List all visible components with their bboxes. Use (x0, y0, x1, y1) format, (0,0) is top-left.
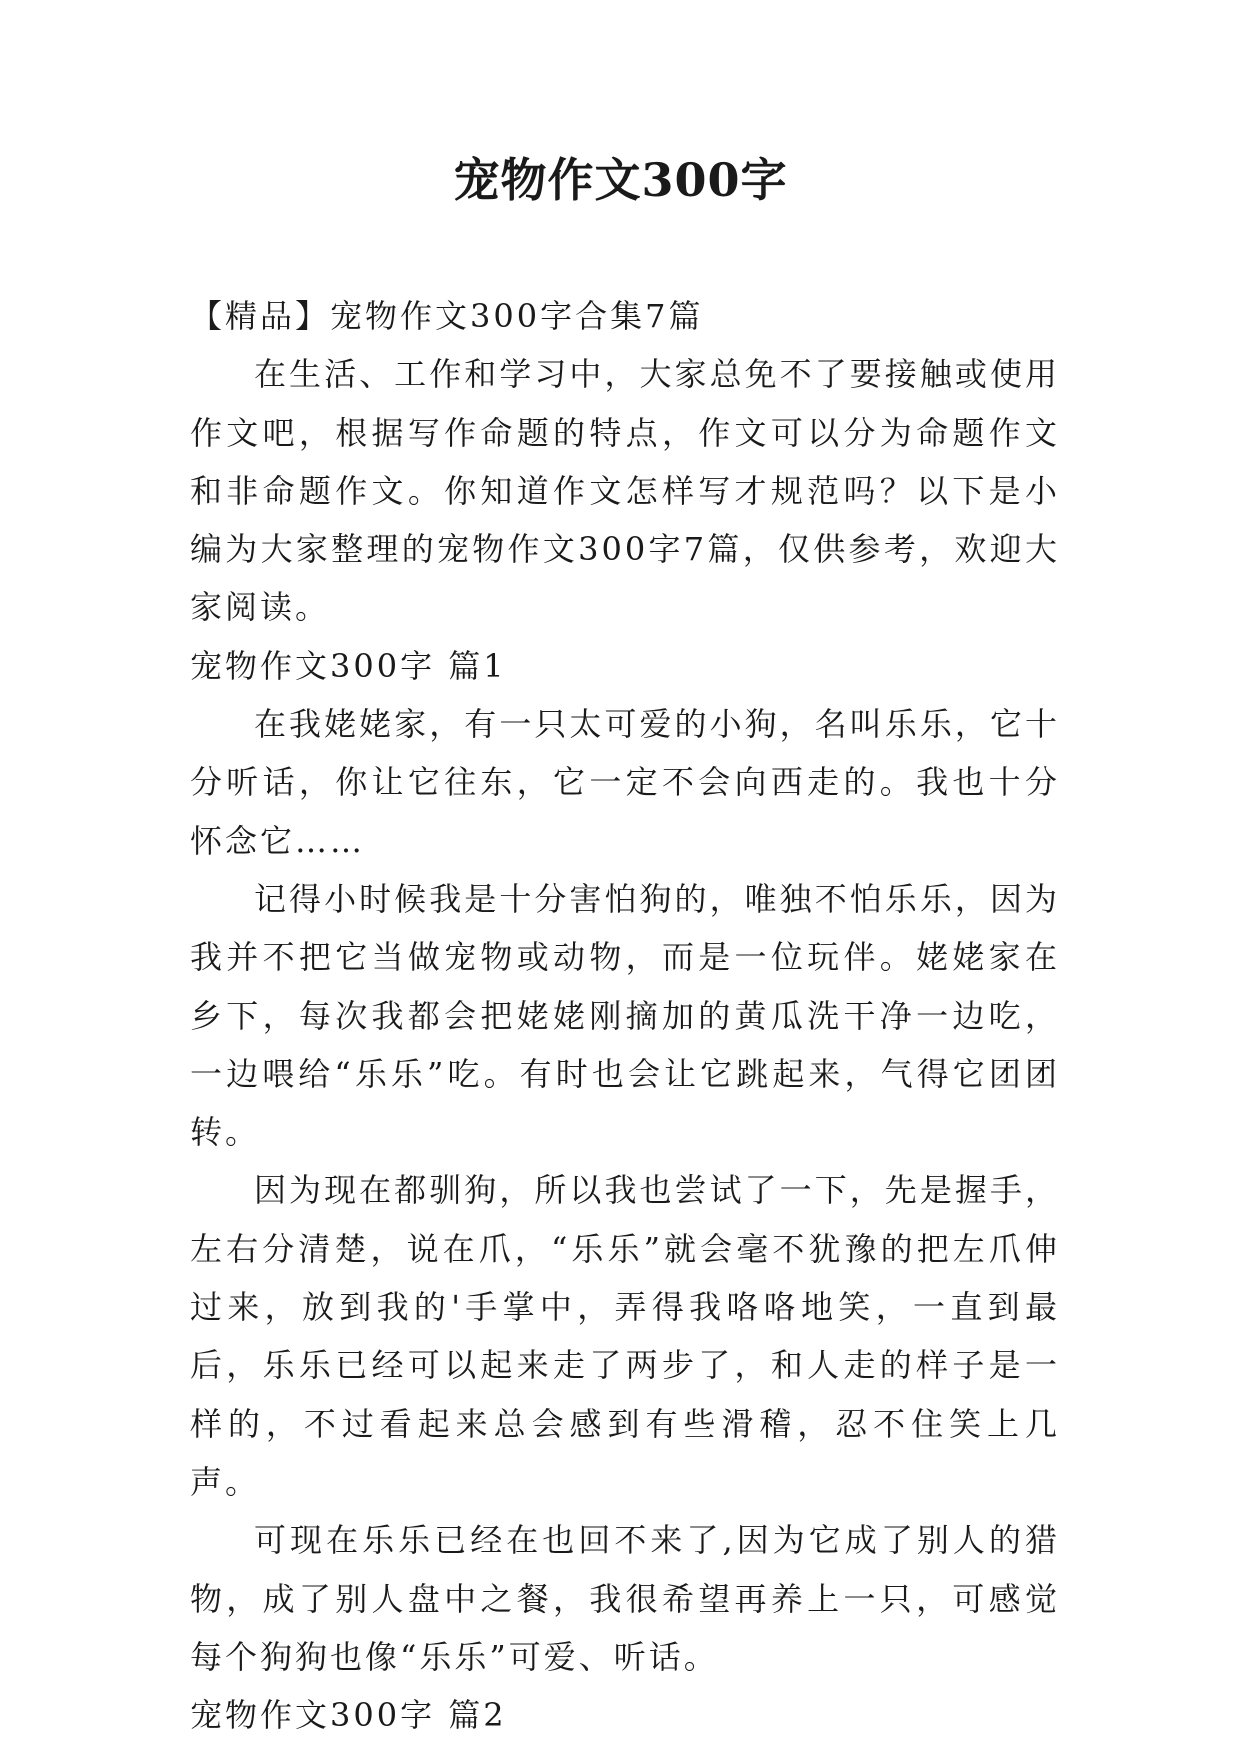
document-body (190, 287, 1060, 1744)
body-paragraph: 在我姥姥家，有一只太可爱的小狗，名叫乐乐，它十分听话，你让它往东，它一定不会向西走的。我也十分怀念它…… (190, 705, 1060, 860)
document-subtitle: 【精品】宠物作文300字合集7篇 (190, 297, 704, 335)
body-paragraph: 因为现在都驯狗，所以我也尝试了一下，先是握手，左右分清楚，说在爪，“乐乐”就会毫不犹豫的把左爪伸过来，放到我的'手掌中，弄得我咯咯地笑，一直到最后，乐乐已经可以起来走了两步了，和人走的样子是一样的，不过看起来总会感到有些滑稽，忍不住笑上几声。 (190, 1171, 1060, 1501)
intro-paragraph: 在生活、工作和学习中，大家总免不了要接触或使用作文吧，根据写作命题的特点，作文可以分为命题作文和非命题作文。你知道作文怎样写才规范吗？以下是小编为大家整理的宠物作文300字7篇，仅供参考，欢迎大家阅读。 (190, 355, 1060, 627)
body-paragraph: 记得小时候我是十分害怕狗的，唯独不怕乐乐，因为我并不把它当做宠物或动物，而是一位玩伴。姥姥家在乡下，每次我都会把姥姥刚摘加的黄瓜洗干净一边吃，一边喂给“乐乐”吃。有时也会让它跳起来，气得它团团转。 (190, 879, 1060, 1152)
section-heading: 宠物作文300字 篇1 (190, 646, 507, 685)
section-heading: 宠物作文300字 篇2 (190, 1696, 507, 1735)
document-title: 宠物作文300字 (453, 153, 788, 207)
body-paragraph: 可现在乐乐已经在也回不来了,因为它成了别人的猎物，成了别人盘中之餐，我很希望再养上一只，可感觉每个狗狗也像“乐乐”可爱、听话。 (190, 1521, 1060, 1676)
